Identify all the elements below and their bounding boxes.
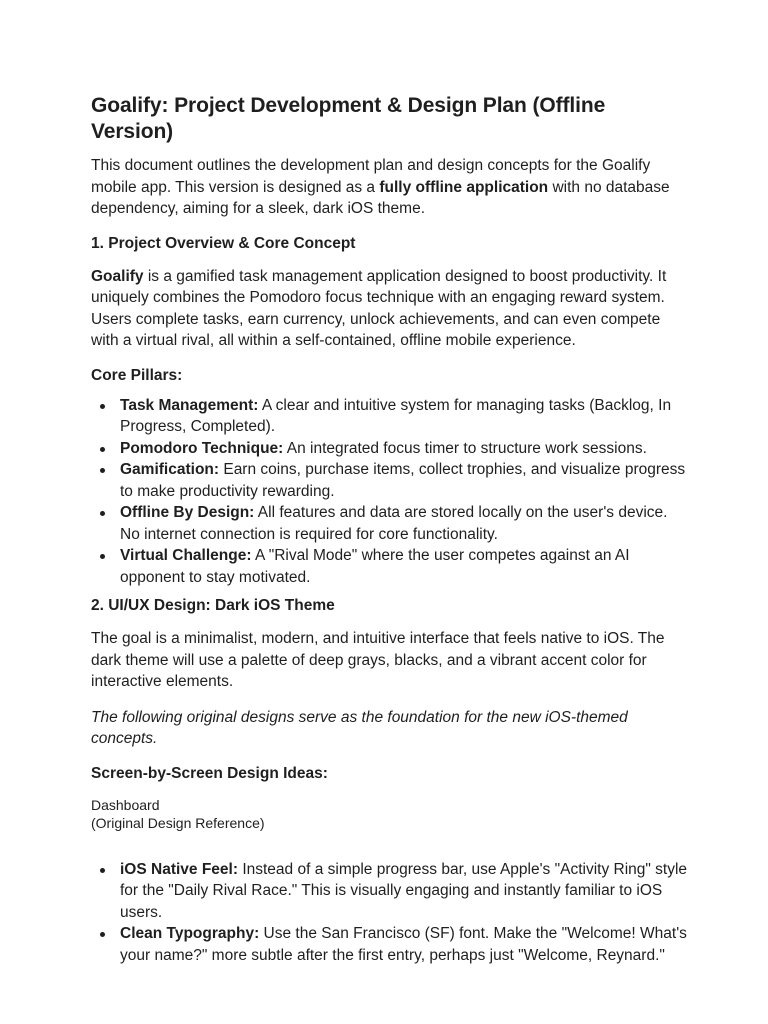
list-item <box>91 923 691 966</box>
section1-heading: 1. Project Overview & Core Concept <box>91 234 356 252</box>
dashboard-reference <box>91 796 691 833</box>
pillar-text: An integrated focus timer to structure work sessions. <box>283 439 647 457</box>
intro-text-before: This document outlines the development plan and design concepts for the Goalify mobile app. This version is designed as a <box>91 157 651 196</box>
list-item <box>91 438 691 460</box>
italic-note: The following original designs serve as the foundation for the new iOS-themed concepts. <box>91 708 628 747</box>
idea-text: Use the San Francisco (SF) font. Make the "Welcome! What's your name?" more subtle after the first entry, perhaps just "Welcome, Reynard." <box>120 925 687 964</box>
idea-text: Instead of a simple progress bar, use Apple's "Activity Ring" style for the "Daily Rival Race." This is visually engaging and instantly familiar to iOS users. <box>120 860 688 921</box>
overview-text: is a gamified task management application designed to boost productivity. It uniquely combines the Pomodoro focus technique with an engaging reward system. Users complete tasks, earn currency, unlock achievements, and can even compete with a virtual rival, all within a self-contained, offline mobile experience. <box>91 267 667 349</box>
screen-name: Dashboard <box>91 796 160 813</box>
intro-bold: fully offline application <box>379 178 549 196</box>
list-item <box>91 459 691 502</box>
pillar-label: Pomodoro Technique: <box>120 439 284 457</box>
list-item <box>91 859 691 924</box>
intro-paragraph <box>91 155 691 220</box>
list-item <box>91 395 691 438</box>
pillar-label: Offline By Design: <box>120 504 255 521</box>
screens-heading: Screen-by-Screen Design Ideas: <box>91 764 328 782</box>
core-pillars-heading: Core Pillars: <box>91 366 183 384</box>
pillar-text: Earn coins, purchase items, collect trophies, and visualize progress to make productivity rewarding. <box>120 461 686 500</box>
pillar-text: All features and data are stored locally on the user's device. No internet connection is required for core functionality. <box>120 504 668 543</box>
overview-bold: Goalify <box>91 267 144 285</box>
document-page <box>91 93 691 974</box>
list-item <box>91 545 691 588</box>
section2-heading: 2. UI/UX Design: Dark iOS Theme <box>91 597 335 614</box>
intro-text-after: with no database dependency, aiming for a sleek, dark iOS theme. <box>91 178 670 217</box>
pillar-text: A "Rival Mode" where the user competes against an AI opponent to stay motivated. <box>120 547 630 586</box>
overview-paragraph <box>91 266 691 352</box>
pillar-label: Gamification: <box>120 461 220 478</box>
pillar-label: Virtual Challenge: <box>120 547 252 564</box>
design-goal-paragraph: The goal is a minimalist, modern, and intuitive interface that feels native to iOS. The dark theme will use a palette of deep grays, blacks, and a vibrant accent color for interactive elements. <box>91 630 665 690</box>
idea-label: Clean Typography: <box>120 925 260 942</box>
original-designs-note <box>91 707 691 750</box>
screen-reference: (Original Design Reference) <box>91 815 265 831</box>
list-item <box>91 502 691 545</box>
pillar-label: Task Management: <box>120 396 259 414</box>
design-ideas-list <box>91 859 691 967</box>
pillar-text: A clear and intuitive system for managing tasks (Backlog, In Progress, Completed). <box>120 396 672 435</box>
core-pillars-list <box>91 395 691 589</box>
idea-label: iOS Native Feel: <box>120 860 239 878</box>
document-title: Goalify: Project Development & Design Plan (Offline Version) <box>91 94 606 143</box>
